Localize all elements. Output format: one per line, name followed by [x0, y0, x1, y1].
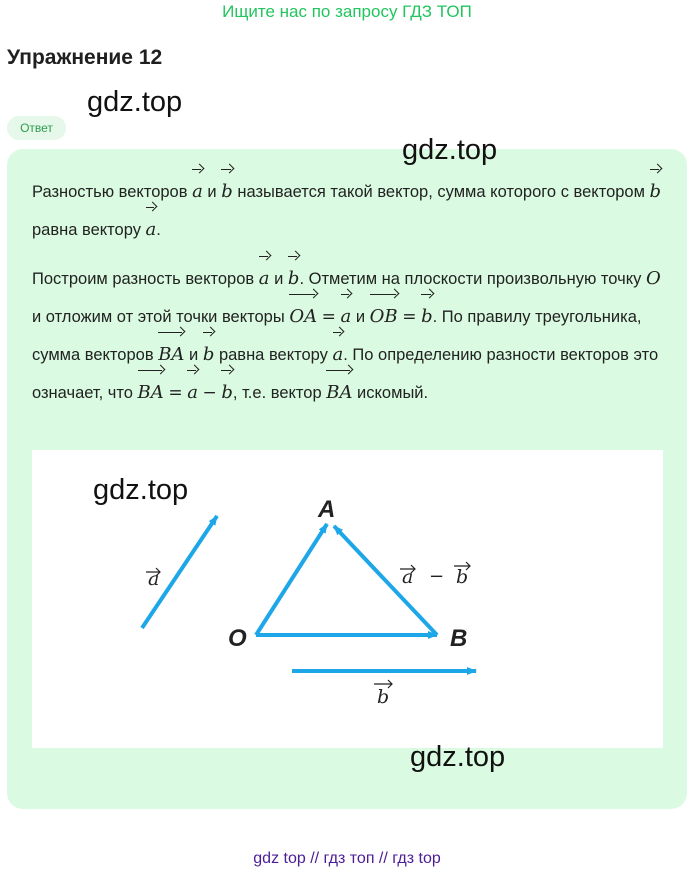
- text: равна вектору: [32, 221, 141, 239]
- vector-ba: BA: [138, 374, 164, 411]
- equals: =: [321, 307, 336, 327]
- minus: −: [202, 383, 217, 403]
- text: называется такой вектор, сумма которого с вектором: [237, 183, 645, 201]
- vector-a: a: [259, 260, 270, 297]
- label-diff-minus: −: [429, 566, 445, 587]
- vector-b: b: [203, 336, 215, 373]
- vector-ba-arrow: [334, 526, 437, 635]
- vector-ba: BA: [326, 374, 352, 411]
- equals: =: [402, 307, 417, 327]
- vector-b: b: [288, 260, 300, 297]
- vector-oa: OA: [289, 298, 317, 335]
- top-banner[interactable]: Ищите нас по запросу ГДЗ ТОП: [222, 2, 472, 21]
- vector-b: b: [221, 173, 233, 210]
- vector-a: a: [146, 211, 157, 248]
- text: . Отметим на плоскости произвольную точку: [299, 270, 642, 288]
- text: Разностью векторов: [32, 183, 188, 201]
- vector-a: a: [333, 336, 344, 373]
- text: Построим разность векторов: [32, 270, 255, 288]
- vector-ba: BA: [158, 336, 184, 373]
- vector-a: a: [187, 374, 198, 411]
- text: .: [156, 221, 161, 239]
- label-point-a: A: [318, 496, 336, 523]
- construction-paragraph: [32, 260, 672, 412]
- text: и отложим от этой точки векторы: [32, 308, 285, 326]
- text: и: [355, 308, 366, 326]
- vector-a: a: [192, 173, 203, 210]
- vector-b: b: [650, 173, 662, 210]
- watermark: gdz.top: [87, 86, 183, 118]
- text: . По правилу треугольника, сумма векторов: [32, 308, 642, 364]
- exercise-title: Упражнение 12: [7, 46, 163, 69]
- text: . По определению разности векторов это означает, что: [32, 346, 659, 402]
- label-diff-a: a: [402, 566, 414, 588]
- equals: =: [168, 383, 183, 403]
- vector-b: b: [221, 374, 233, 411]
- label-vector-a: a: [148, 568, 160, 590]
- answer-badge[interactable]: Ответ: [7, 116, 66, 140]
- footer-links[interactable]: gdz top // гдз топ // гдз top: [253, 850, 441, 867]
- text: , т.е. вектор: [232, 384, 322, 402]
- text: и: [189, 346, 199, 364]
- definition-paragraph: [32, 173, 672, 249]
- label-point-b: B: [450, 625, 468, 652]
- label-point-o: O: [228, 625, 247, 652]
- vector-ob: OB: [370, 298, 398, 335]
- label-diff-b: b: [456, 566, 469, 588]
- watermark: gdz.top: [93, 474, 189, 506]
- watermark: gdz.top: [410, 741, 506, 773]
- watermark: gdz.top: [402, 134, 498, 166]
- text: и: [207, 183, 217, 201]
- text: и: [274, 270, 284, 288]
- vector-b: b: [421, 298, 433, 335]
- text: искомый.: [357, 384, 429, 402]
- vector-oa-arrow: [256, 524, 327, 635]
- vector-a: a: [341, 298, 352, 335]
- point-o: O: [645, 268, 661, 289]
- text: равна вектору: [218, 346, 328, 364]
- label-vector-b: b: [377, 686, 390, 708]
